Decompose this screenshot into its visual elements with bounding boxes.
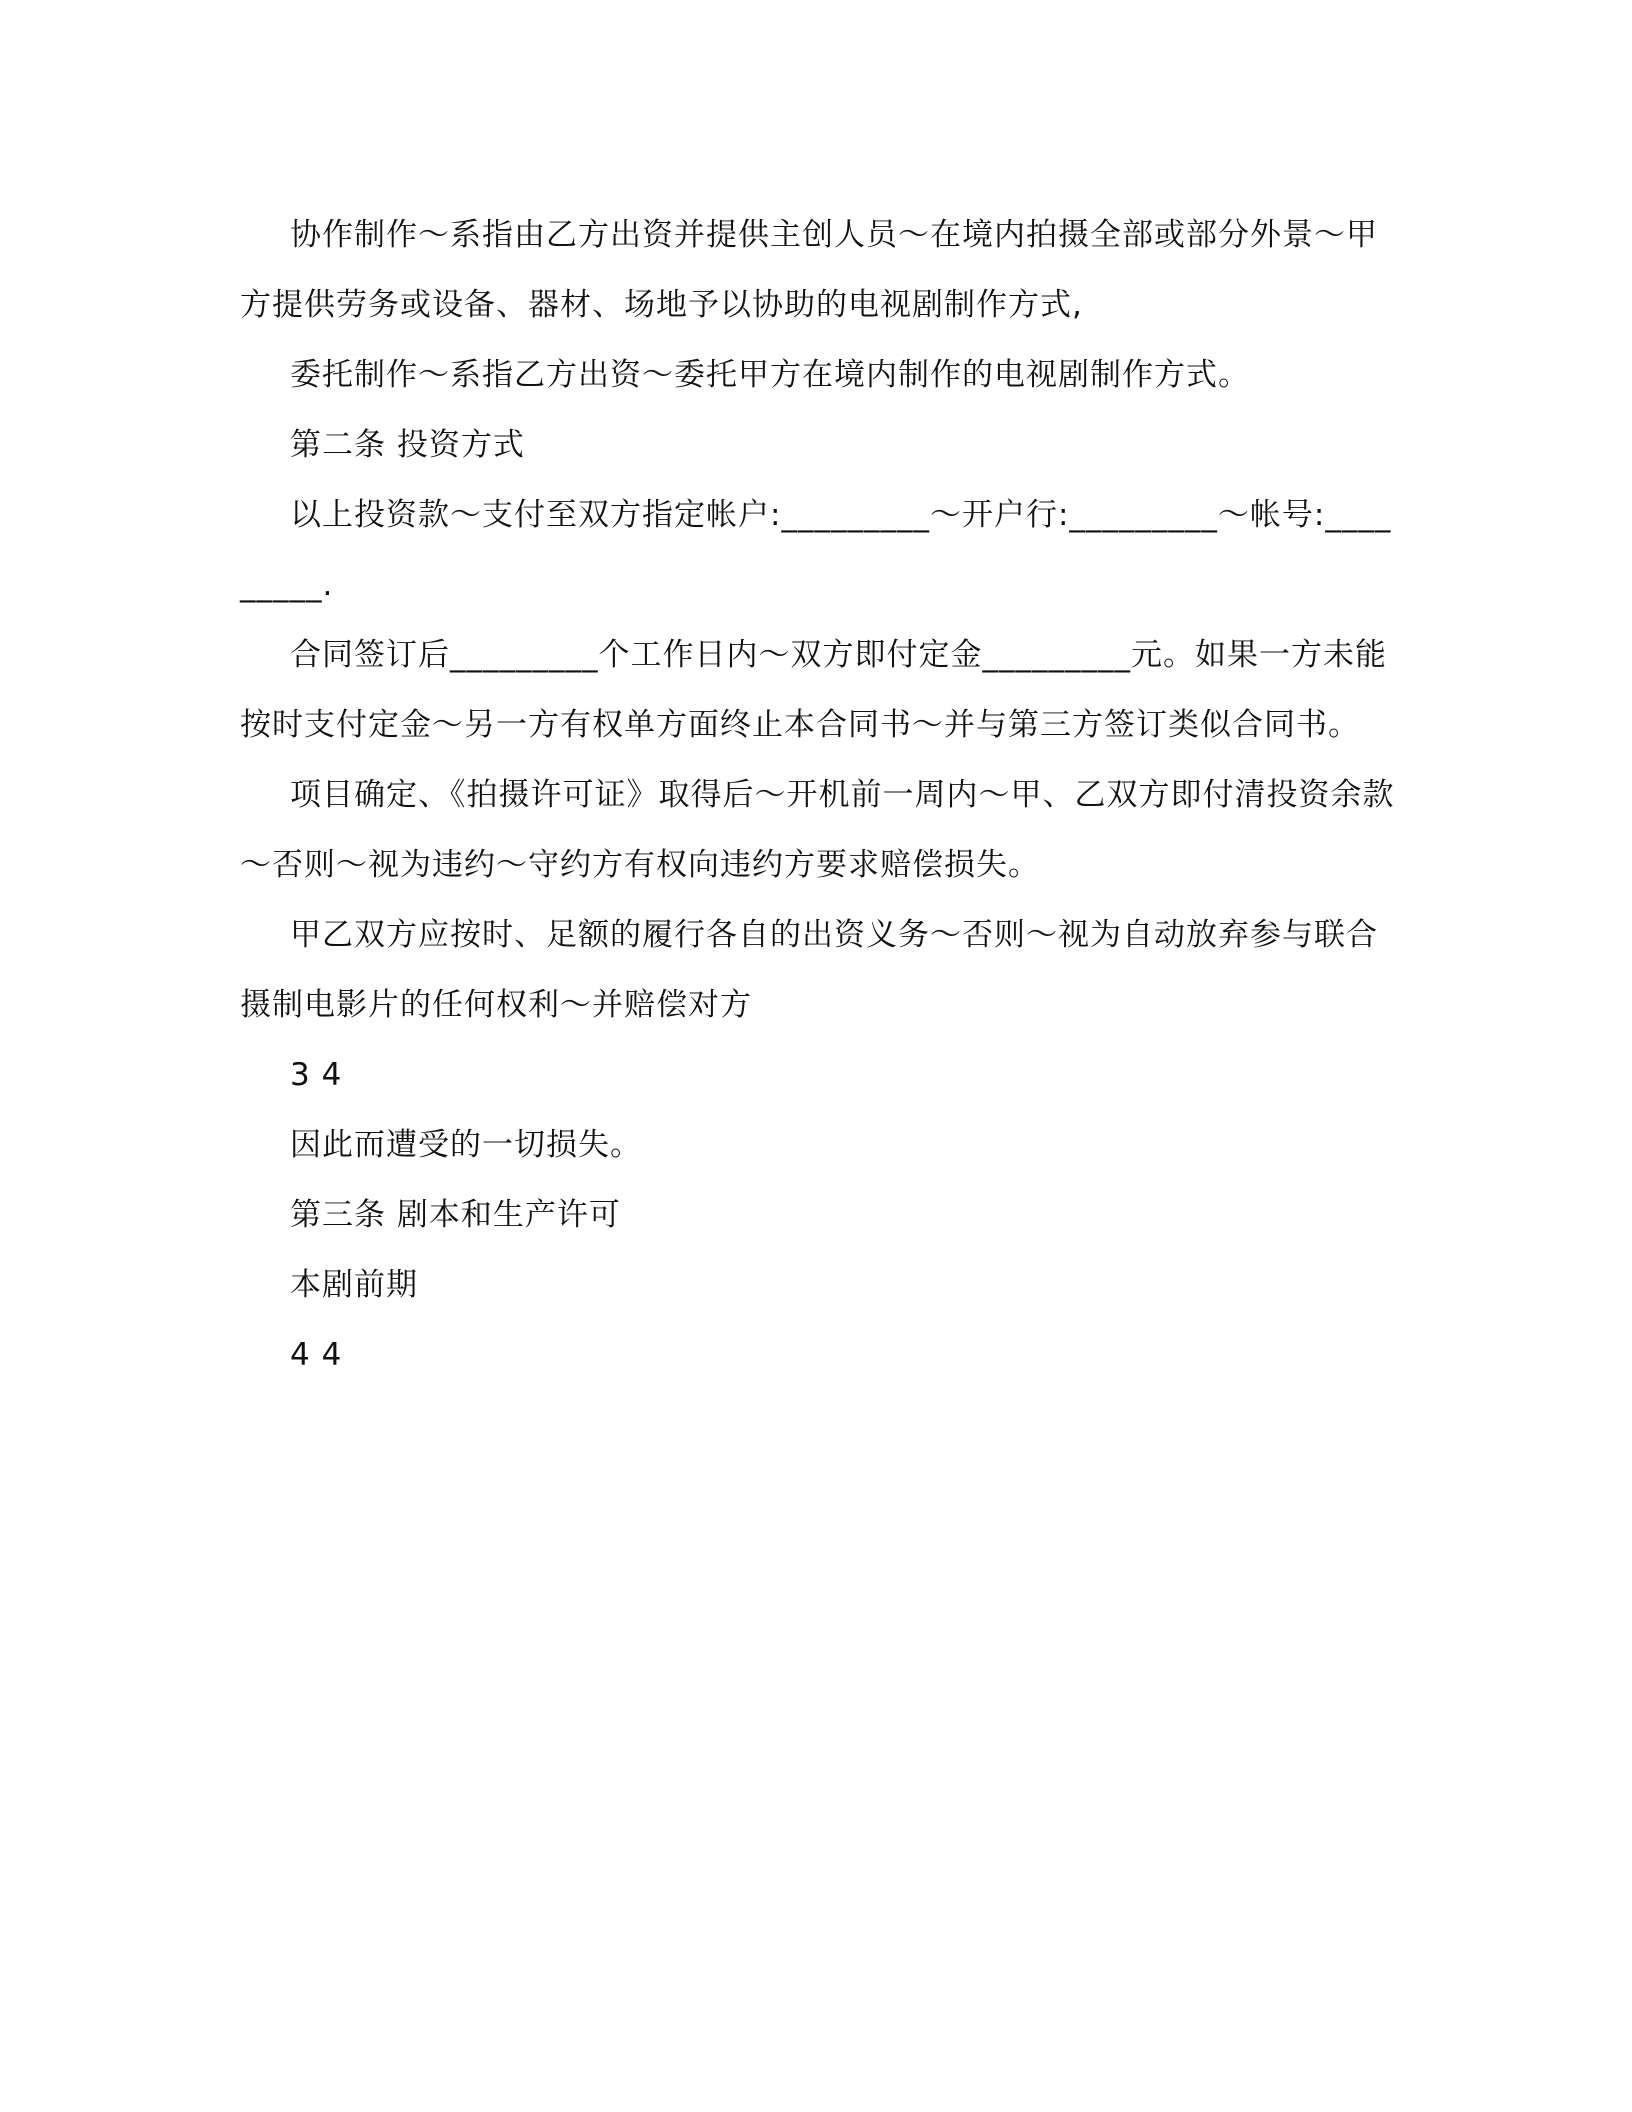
article-3-heading: 第三条 剧本和生产许可 (290, 1197, 621, 1233)
document-body (240, 200, 1400, 1390)
page-marker-4-4: 4 4 (290, 1337, 343, 1373)
page-marker-3-4: 3 4 (290, 1057, 343, 1093)
paragraph-payment-account: 以上投资款～支付至双方指定帐户:_________～开户行:_________～帐号:_________. (240, 497, 1392, 603)
paragraph-collaborative-production: 协作制作～系指由乙方出资并提供主创人员～在境内拍摄全部或部分外景～甲方提供劳务或设备、器材、场地予以协助的电视剧制作方式, (240, 217, 1378, 323)
paragraph-pre-production: 本剧前期 (290, 1267, 418, 1303)
paragraph-losses: 因此而遭受的一切损失。 (290, 1127, 642, 1163)
paragraph-balance-payment: 项目确定、《拍摄许可证》取得后～开机前一周内～甲、乙双方即付清投资余款～否则～视为违约～守约方有权向违约方要求赔偿损失。 (240, 777, 1395, 883)
paragraph-deposit: 合同签订后_________个工作日内～双方即付定金_________元。如果一方未能按时支付定金～另一方有权单方面终止本合同书～并与第三方签订类似合同书。 (240, 637, 1387, 743)
article-2-heading: 第二条 投资方式 (290, 427, 525, 463)
paragraph-investment-obligation: 甲乙双方应按时、足额的履行各自的出资义务～否则～视为自动放弃参与联合摄制电影片的任何权利～并赔偿对方 (240, 917, 1378, 1023)
paragraph-commissioned-production: 委托制作～系指乙方出资～委托甲方在境内制作的电视剧制作方式。 (290, 357, 1250, 393)
